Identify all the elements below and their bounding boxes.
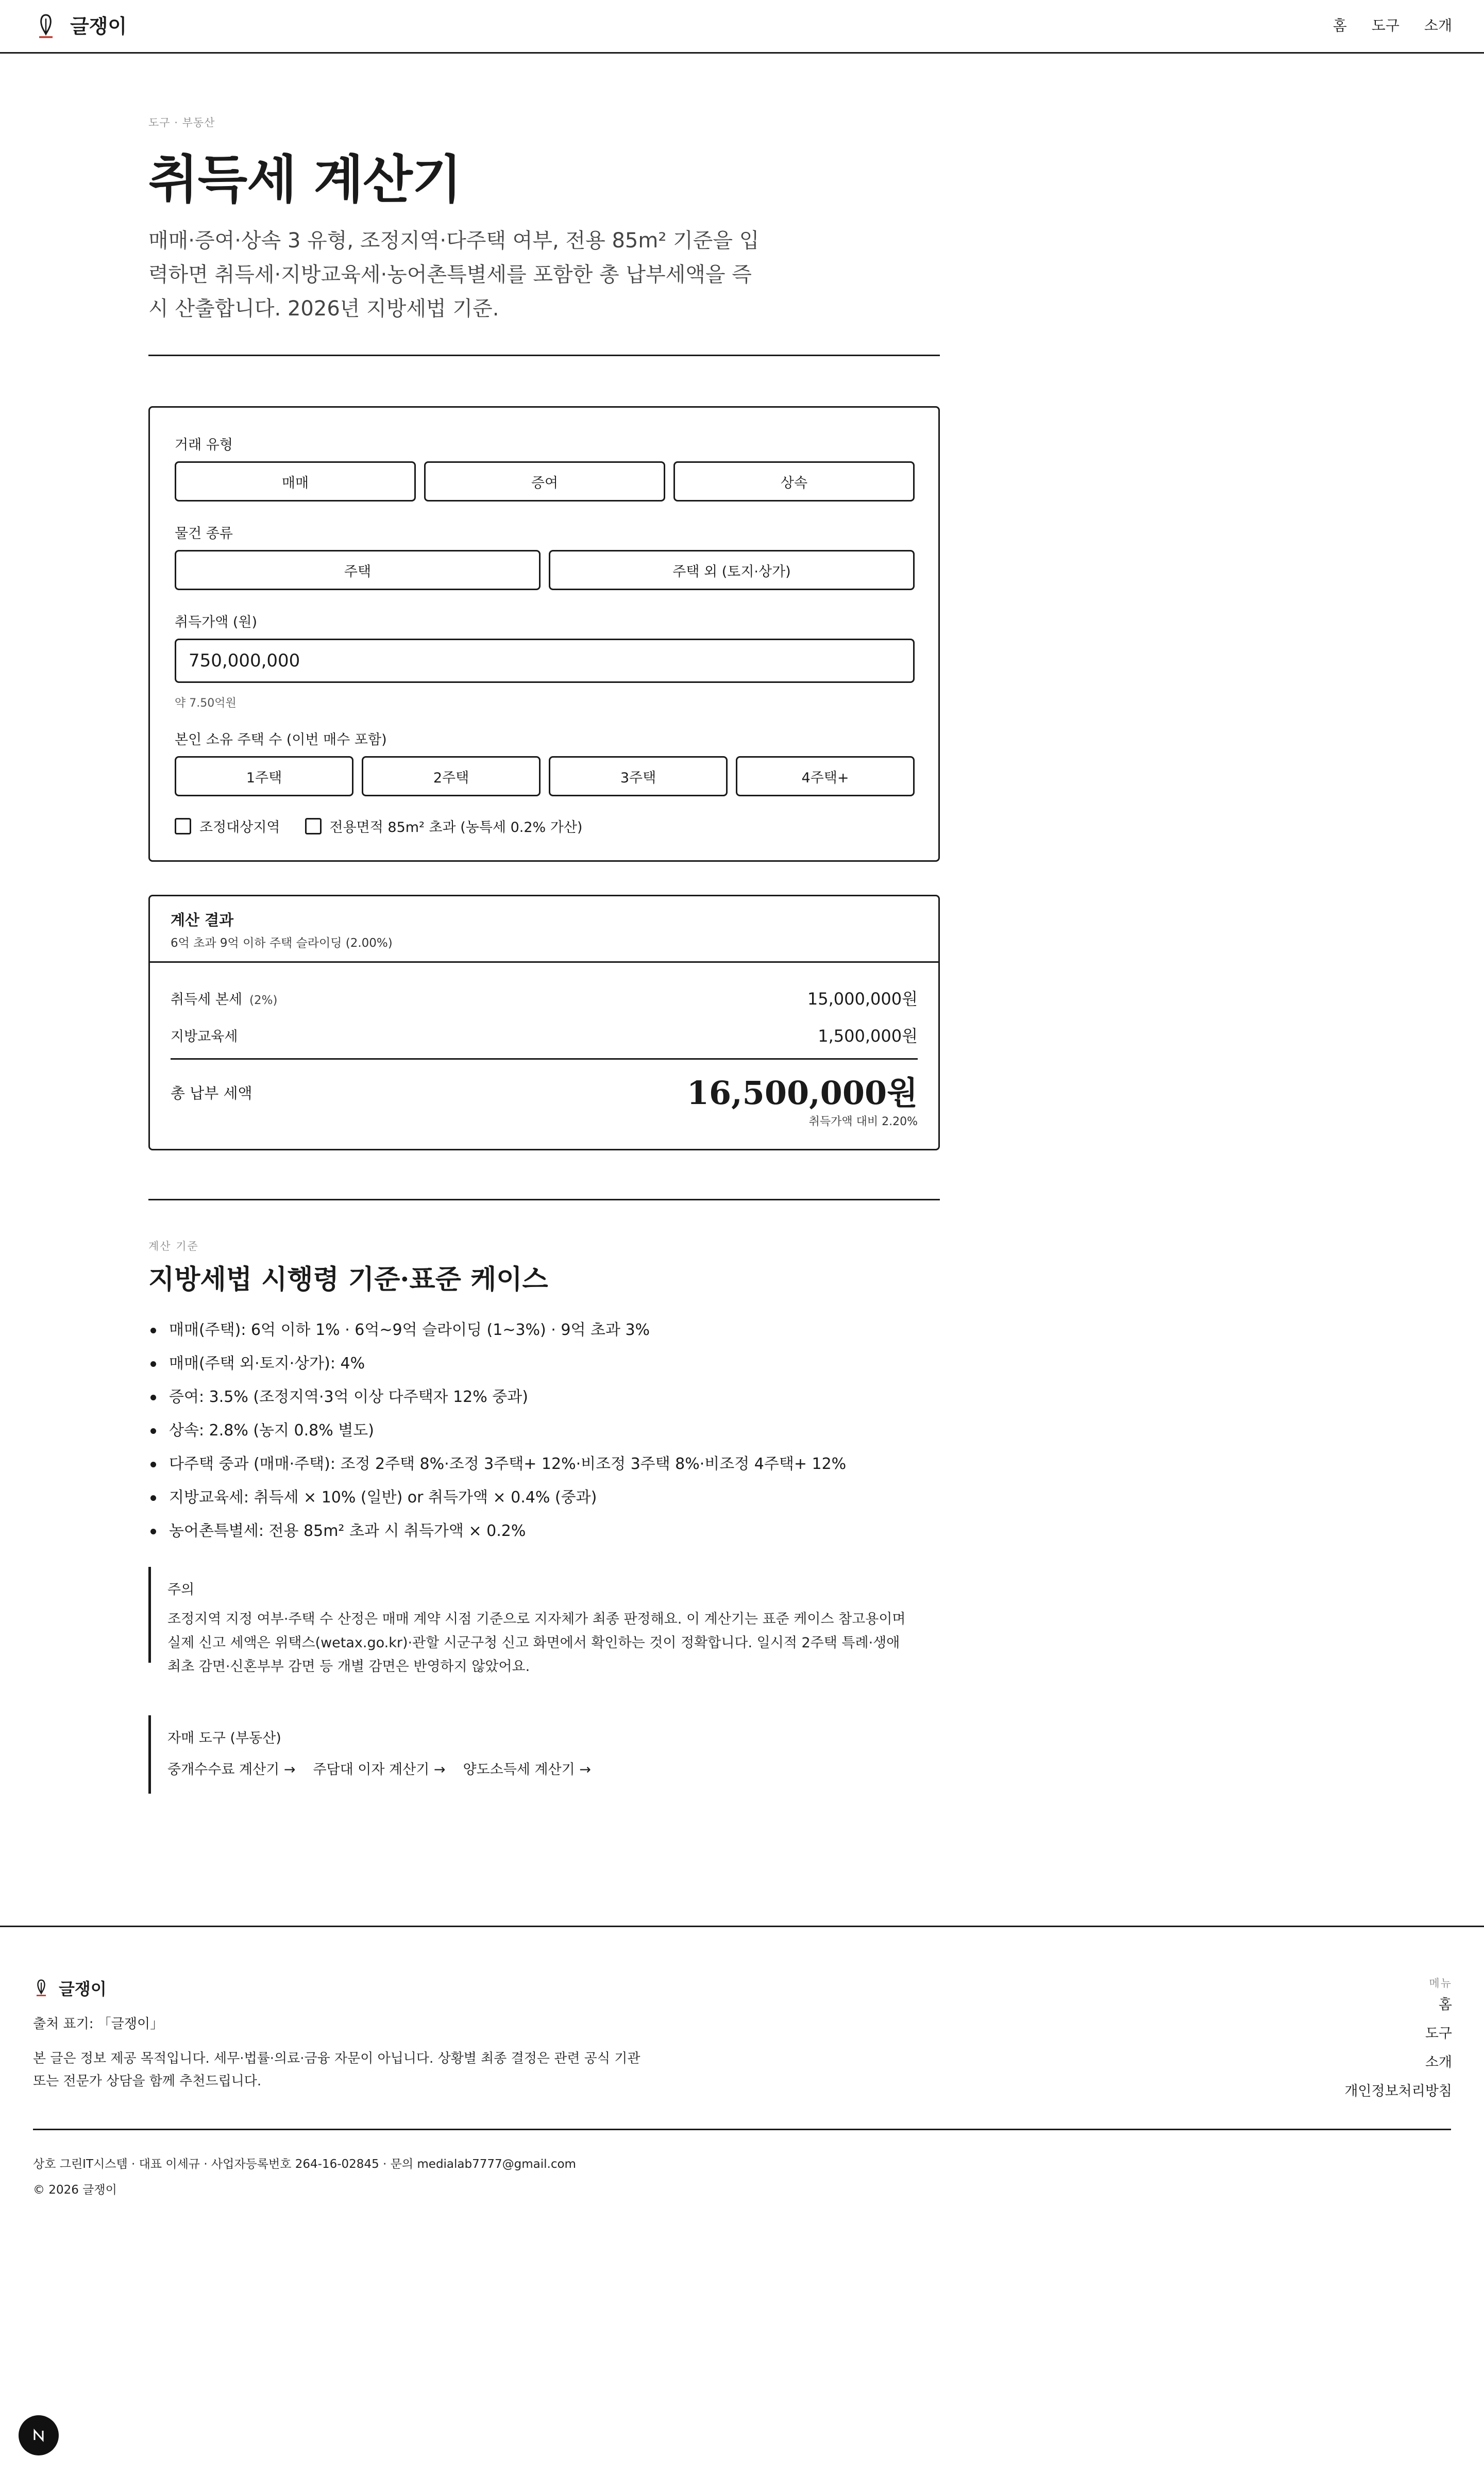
list-item: 지방교육세: 취득세 × 10% (일반) or 취득가액 × 0.4% (중과) — [169, 1481, 846, 1514]
breadcrumb: 도구 · 부동산 — [148, 116, 215, 129]
education-tax-value: 1,500,000원 — [818, 1026, 918, 1046]
capital-gains-link[interactable]: 양도소득세 계산기 → — [463, 1762, 591, 1778]
brokerage-fee-link[interactable]: 중개수수료 계산기 → — [167, 1762, 296, 1778]
nav-about-link[interactable]: 소개 — [1424, 17, 1452, 34]
divider — [148, 355, 940, 356]
house-count-label: 본인 소유 주택 수 (이번 매수 포함) — [175, 732, 387, 748]
list-item: 농어촌특별세: 전용 85m² 초과 시 취득가액 × 0.2% — [169, 1514, 846, 1548]
section-kicker: 계산 기준 — [148, 1240, 199, 1252]
footer-about-link[interactable]: 소개 — [1425, 2054, 1452, 2070]
dev-tools-badge[interactable] — [19, 2415, 59, 2455]
property-non-house-button[interactable]: 주택 외 (토지·상가) — [549, 550, 915, 590]
divider — [148, 1199, 940, 1200]
adjusted-area-checkbox[interactable] — [175, 818, 191, 834]
house-count-options — [175, 756, 915, 796]
deal-type-sale-button[interactable]: 매매 — [175, 461, 416, 502]
acquisition-tax-name: 취득세 본세 — [171, 992, 242, 1008]
adjusted-area-label[interactable]: 조정대상지역 — [199, 820, 280, 835]
related-title: 자매 도구 (부동산) — [167, 1730, 281, 1746]
result-title: 계산 결과 — [171, 911, 234, 929]
section-title: 지방세법 시행령 기준·표준 케이스 — [148, 1264, 548, 1295]
business-info: 상호 그린IT시스템 · 대표 이세규 · 사업자등록번호 264-16-02845 · 문의 medialab7777@gmail.com — [33, 2158, 576, 2171]
property-type-options — [175, 550, 915, 590]
education-tax-name: 지방교육세 — [171, 1029, 238, 1045]
property-type-label: 물건 종류 — [175, 526, 233, 542]
nav-tools-link[interactable]: 도구 — [1371, 17, 1399, 34]
house-count-2-button[interactable]: 2주택 — [362, 756, 541, 796]
footer-tools-link[interactable]: 도구 — [1425, 2026, 1452, 2042]
brand-name: 글쟁이 — [70, 14, 127, 38]
price-hint: 약 7.50억원 — [175, 697, 237, 710]
total-divider — [171, 1058, 918, 1060]
options-checkboxes — [175, 816, 607, 836]
deal-type-gift-button[interactable]: 증여 — [424, 461, 665, 502]
caution-body: 조정지역 지정 여부·주택 수 산정은 매매 계약 시점 기준으로 지자체가 최종 판정해요. 이 계산기는 표준 케이스 참고용이며 실제 신고 세액은 위택스(wetax.go.kr)·관할 시군구청 신고 화면에서 확인하는 것이 정확합니다. 일시적 2주택 특례·생애 최초 감면·신혼부부 감면 등 개별 감면은 반영하지 않았어요. — [167, 1611, 906, 1675]
list-item: 매매(주택): 6억 이하 1% · 6억~9억 슬라이딩 (1~3%) · 9억 초과 3% — [169, 1313, 846, 1347]
footer-menu — [1344, 1975, 1452, 2106]
page-lead: 매매·증여·상속 3 유형, 조정지역·다주택 여부, 전용 85m² 기준을 입력하면 취득세·지방교육세·농어촌특별세를 포함한 총 납부세액을 즉시 산출합니다. 2026년 지방세법 기준. — [148, 229, 760, 321]
caution-title: 주의 — [167, 1582, 195, 1598]
footer-home-link[interactable]: 홈 — [1438, 1997, 1452, 2013]
footer-divider — [33, 2129, 1451, 2130]
site-header — [0, 0, 1484, 54]
list-item: 다주택 중과 (매매·주택): 조정 2주택 8%·조정 3주택+ 12%·비조정 3주택 8%·비조정 4주택+ 12% — [169, 1447, 846, 1481]
house-count-4plus-button[interactable]: 4주택+ — [736, 756, 915, 796]
total-ratio: 취득가액 대비 2.20% — [808, 1115, 918, 1128]
acquisition-tax-value: 15,000,000원 — [807, 989, 918, 1009]
large-area-label[interactable]: 전용면적 85m² 초과 (농특세 0.2% 가산) — [329, 820, 583, 835]
price-input[interactable] — [175, 639, 915, 683]
top-nav — [1333, 15, 1452, 36]
result-card — [148, 895, 940, 1150]
related-links — [167, 1758, 921, 1778]
deal-type-inheritance-button[interactable]: 상속 — [673, 461, 915, 502]
footer-menu-label: 메뉴 — [1429, 1977, 1452, 1990]
related-tools — [148, 1715, 921, 1794]
acquisition-tax-label — [171, 988, 277, 1008]
caution-box — [148, 1567, 921, 1675]
rules-list — [169, 1313, 846, 1548]
quill-logo-icon — [34, 13, 58, 39]
total-label: 총 납부 세액 — [171, 1084, 252, 1102]
deal-type-options — [175, 461, 915, 502]
page-title: 취득세 계산기 — [148, 149, 462, 210]
house-count-3-button[interactable]: 3주택 — [549, 756, 728, 796]
price-label: 취득가액 (원) — [175, 614, 258, 630]
quill-logo-icon — [33, 1979, 49, 1997]
list-item: 상속: 2.8% (농지 0.8% 별도) — [169, 1414, 846, 1447]
total-value: 16,500,000원 — [686, 1074, 918, 1112]
list-item: 증여: 3.5% (조정지역·3억 이상 다주택자 12% 중과) — [169, 1380, 846, 1414]
footer-brand-name: 글쟁이 — [59, 1979, 107, 1999]
acquisition-tax-rate: (2%) — [249, 994, 278, 1007]
n-logo-icon — [30, 2427, 47, 2444]
footer-disclaimer: 본 글은 정보 제공 목적입니다. 세무·법률·의료·금융 자문이 아닙니다. 상황별 최종 결정은 관련 공식 기관 또는 전문가 상담을 함께 추천드립니다. — [33, 2051, 640, 2089]
footer-brand[interactable] — [33, 1976, 107, 2000]
brand[interactable] — [34, 13, 127, 39]
footer-privacy-link[interactable]: 개인정보처리방침 — [1344, 2083, 1452, 2099]
house-count-1-button[interactable]: 1주택 — [175, 756, 353, 796]
deal-type-label: 거래 유형 — [175, 437, 233, 453]
calculator-form — [148, 406, 940, 862]
result-subtitle: 6억 초과 9억 이하 주택 슬라이딩 (2.00%) — [171, 937, 393, 950]
large-area-checkbox[interactable] — [305, 818, 322, 834]
property-house-button[interactable]: 주택 — [175, 550, 541, 590]
footer-divider — [0, 1926, 1484, 1927]
result-divider — [150, 961, 938, 963]
copyright: © 2026 글쟁이 — [33, 2183, 117, 2197]
mortgage-interest-link[interactable]: 주담대 이자 계산기 → — [313, 1762, 446, 1778]
nav-home-link[interactable]: 홈 — [1333, 17, 1347, 34]
education-tax-label — [171, 1025, 238, 1045]
footer-credit: 출처 표기: 「글쟁이」 — [33, 2016, 164, 2032]
list-item: 매매(주택 외·토지·상가): 4% — [169, 1347, 846, 1380]
